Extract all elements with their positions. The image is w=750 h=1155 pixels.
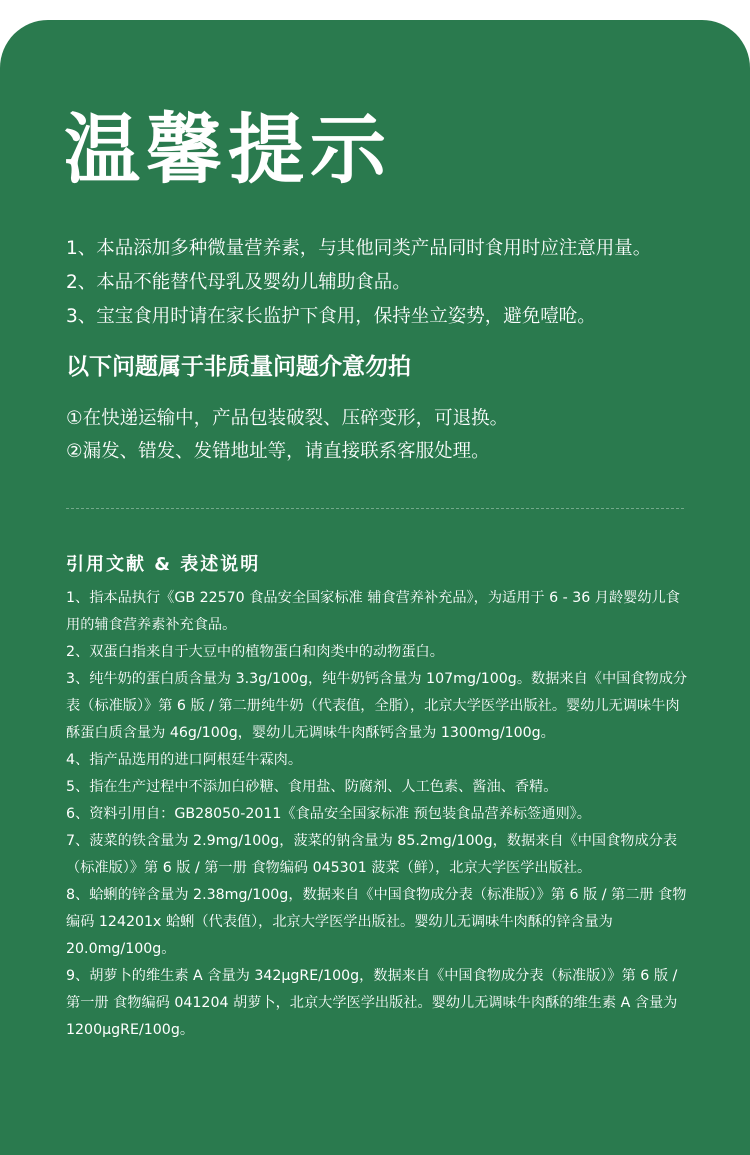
tip-item: 1、本品添加多种微量营养素，与其他同类产品同时食用时应注意用量。 [66,238,652,259]
reference-item: 7、菠菜的铁含量为 2.9mg/100g，菠菜的钠含量为 85.2mg/100g，数据来自《中国食物成分表（标准版）》第 6 版 / 第一册 食物编码 045301 菠菜（鲜），北京大学医学出版社。 [66,833,678,876]
dashed-divider [66,508,684,509]
tip-item: 3、宝宝食用时请在家长监护下食用，保持坐立姿势，避免噎呛。 [66,306,596,327]
reference-item: 6、资料引用自：GB28050-2011《食品安全国家标准 预包装食品营养标签通则》。 [66,806,591,822]
issue-item: ②漏发、错发、发错地址等，请直接联系客服处理。 [66,441,490,462]
references-heading: 引用文献 & 表述说明 [66,554,261,575]
reference-item: 1、指本品执行《GB 22570 食品安全国家标准 辅食营养补充品》，为适用于 6 - 36 月龄婴幼儿食用的辅食营养素补充食品。 [66,590,680,633]
issue-item: ①在快递运输中，产品包装破裂、压碎变形，可退换。 [66,408,509,429]
reference-item: 8、蛤蜊的锌含量为 2.38mg/100g，数据来自《中国食物成分表（标准版）》第 6 版 / 第二册 食物编码 124201x 蛤蜊（代表值），北京大学医学出版社。婴幼儿无调味牛肉酥的锌含量为 20.0mg/100g。 [66,887,687,957]
references-list [66,585,690,1044]
reference-item: 9、胡萝卜的维生素 A 含量为 342μgRE/100g，数据来自《中国食物成分表（标准版）》第 6 版 / 第一册 食物编码 041204 胡萝卜，北京大学医学出版社。婴幼儿无调味牛肉酥的维生素 A 含量为 1200μgRE/100g。 [66,968,678,1038]
tips-list [66,232,651,334]
issues-heading: 以下问题属于非质量问题介意勿拍 [66,354,411,380]
reference-item: 4、指产品选用的进口阿根廷牛霖肉。 [66,752,303,768]
page-title: 温馨提示 [64,105,392,194]
notice-card [0,20,750,1155]
issues-list [66,402,508,468]
reference-item: 5、指在生产过程中不添加白砂糖、食用盐、防腐剂、人工色素、酱油、香精。 [66,779,558,795]
reference-item: 3、纯牛奶的蛋白质含量为 3.3g/100g，纯牛奶钙含量为 107mg/100g。数据来自《中国食物成分表（标准版）》第 6 版 / 第二册纯牛奶（代表值，全脂），北京大学医学出版社。婴幼儿无调味牛肉酥蛋白质含量为 46g/100g，婴幼儿无调味牛肉酥钙含量为 1300mg/100g。 [66,671,688,741]
reference-item: 2、双蛋白指来自于大豆中的植物蛋白和肉类中的动物蛋白。 [66,644,444,660]
tip-item: 2、本品不能替代母乳及婴幼儿辅助食品。 [66,272,411,293]
